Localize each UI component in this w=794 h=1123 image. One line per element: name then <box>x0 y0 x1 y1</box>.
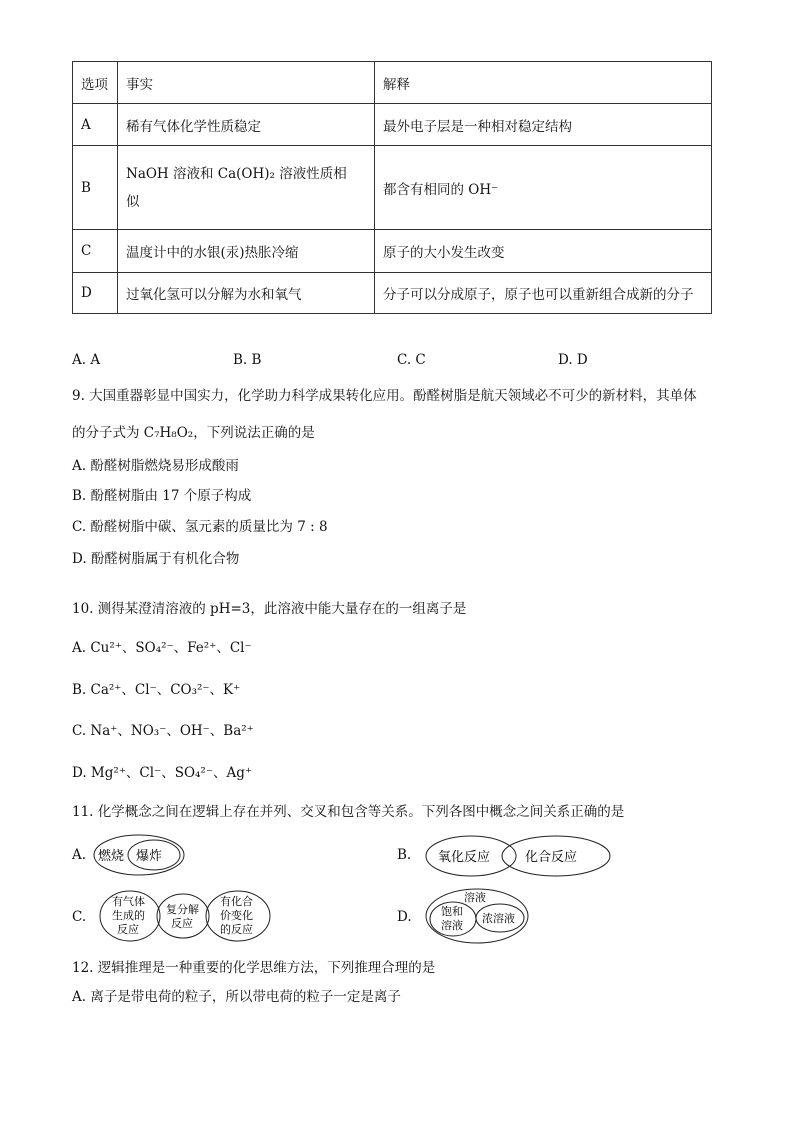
figure-b-left-label: 氧化反应 <box>438 850 491 865</box>
table-cell-explain: 原子的大小发生改变 <box>375 230 712 273</box>
figure-label: B. <box>397 847 412 863</box>
table-cell-option: D <box>73 273 118 314</box>
answer-option: C. 酚醛树脂中碳、氢元素的质量比为 7 : 8 <box>72 519 328 535</box>
figure-d-left-label: 溶液 <box>441 919 463 932</box>
table-row <box>73 230 712 273</box>
figure-c-middle-label: 复分解 <box>166 903 199 916</box>
answer-option: A. 酚醛树脂燃烧易形成酸雨 <box>72 458 239 474</box>
figure-c-right-label: 有化合 <box>220 895 253 908</box>
figure-a-diagram <box>92 832 188 878</box>
answer-option: A. A <box>72 352 101 368</box>
table-header: 解释 <box>375 62 712 104</box>
question-stem: 12. 逻辑推理是一种重要的化学思维方法，下列推理合理的是 <box>72 960 436 976</box>
figure-c-right-label: 的反应 <box>220 923 253 936</box>
figure-label: D. <box>397 909 412 925</box>
answer-option: C. C <box>397 352 426 368</box>
table-cell-fact: 温度计中的水银(汞)热胀冷缩 <box>118 230 375 273</box>
comparison-table <box>72 61 712 314</box>
figure-c-left-label: 生成的 <box>112 909 145 922</box>
answer-option: D. 酚醛树脂属于有机化合物 <box>72 551 240 567</box>
table-row <box>73 146 712 230</box>
figure-c-middle-label: 反应 <box>171 917 193 930</box>
table-header-row <box>73 62 712 104</box>
table-header: 事实 <box>118 62 375 104</box>
figure-c-left-label: 反应 <box>117 923 139 936</box>
figure-b-right-label: 化合反应 <box>525 850 578 865</box>
table-cell-fact: 过氧化氢可以分解为水和氧气 <box>118 273 375 314</box>
table-cell-fact <box>118 146 375 230</box>
question-stem: 9. 大国重器彰显中国实力，化学助力科学成果转化应用。酚醛树脂是航天领域必不可少的新材料，其单体 <box>72 388 697 404</box>
table-row <box>73 273 712 314</box>
figure-b-diagram <box>424 832 614 880</box>
middle-ellipse <box>157 894 209 938</box>
figure-a-outer-label: 燃烧 <box>98 849 125 864</box>
answer-option: B. 酚醛树脂由 17 个原子构成 <box>72 488 252 504</box>
figure-d-outer-label: 溶液 <box>464 891 486 904</box>
table-header: 选项 <box>73 62 118 104</box>
figure-label: A. <box>72 847 87 863</box>
answer-option: D. D <box>558 352 588 368</box>
figure-c-left-label: 有气体 <box>112 895 145 908</box>
table-cell-option: C <box>73 230 118 273</box>
table-cell-explain: 最外电子层是一种相对稳定结构 <box>375 104 712 146</box>
question-stem: 的分子式为 C₇H₈O₂，下列说法正确的是 <box>72 425 315 441</box>
answer-option: A. 离子是带电荷的粒子，所以带电荷的粒子一定是离子 <box>72 989 401 1005</box>
table-cell-option: A <box>73 104 118 146</box>
answer-option: C. Na⁺、NO₃⁻、OH⁻、Ba²⁺ <box>72 723 254 739</box>
table-cell-option: B <box>73 146 118 230</box>
table-row <box>73 104 712 146</box>
question-stem: 10. 测得某澄清溶液的 pH=3，此溶液中能大量存在的一组离子是 <box>72 601 467 617</box>
table-cell-fact: 稀有气体化学性质稳定 <box>118 104 375 146</box>
fact-line: 似 <box>126 193 140 210</box>
answer-option: D. Mg²⁺、Cl⁻、SO₄²⁻、Ag⁺ <box>72 765 252 781</box>
figure-d-right-label: 浓溶液 <box>482 912 515 925</box>
figure-c-right-label: 价变化 <box>220 909 253 922</box>
answer-option: B. Ca²⁺、Cl⁻、CO₃²⁻、K⁺ <box>72 682 241 698</box>
table-cell-explain: 都含有相同的 OH⁻ <box>375 146 712 230</box>
fact-line: NaOH 溶液和 Ca(OH)₂ 溶液性质相 <box>126 165 347 182</box>
table-cell-explain: 分子可以分成原子，原子也可以重新组合成新的分子 <box>375 273 712 314</box>
figure-d-left-label: 饱和 <box>441 905 463 918</box>
figure-c-diagram <box>98 888 278 944</box>
answer-option: A. Cu²⁺、SO₄²⁻、Fe²⁺、Cl⁻ <box>72 640 252 656</box>
figure-a-inner-label: 爆炸 <box>136 849 163 864</box>
question-stem: 11. 化学概念之间在逻辑上存在并列、交叉和包含等关系。下列各图中概念之间关系正确的是 <box>72 804 625 820</box>
figure-d-diagram <box>424 886 532 946</box>
figure-label: C. <box>72 909 87 925</box>
answer-option: B. B <box>233 352 262 368</box>
